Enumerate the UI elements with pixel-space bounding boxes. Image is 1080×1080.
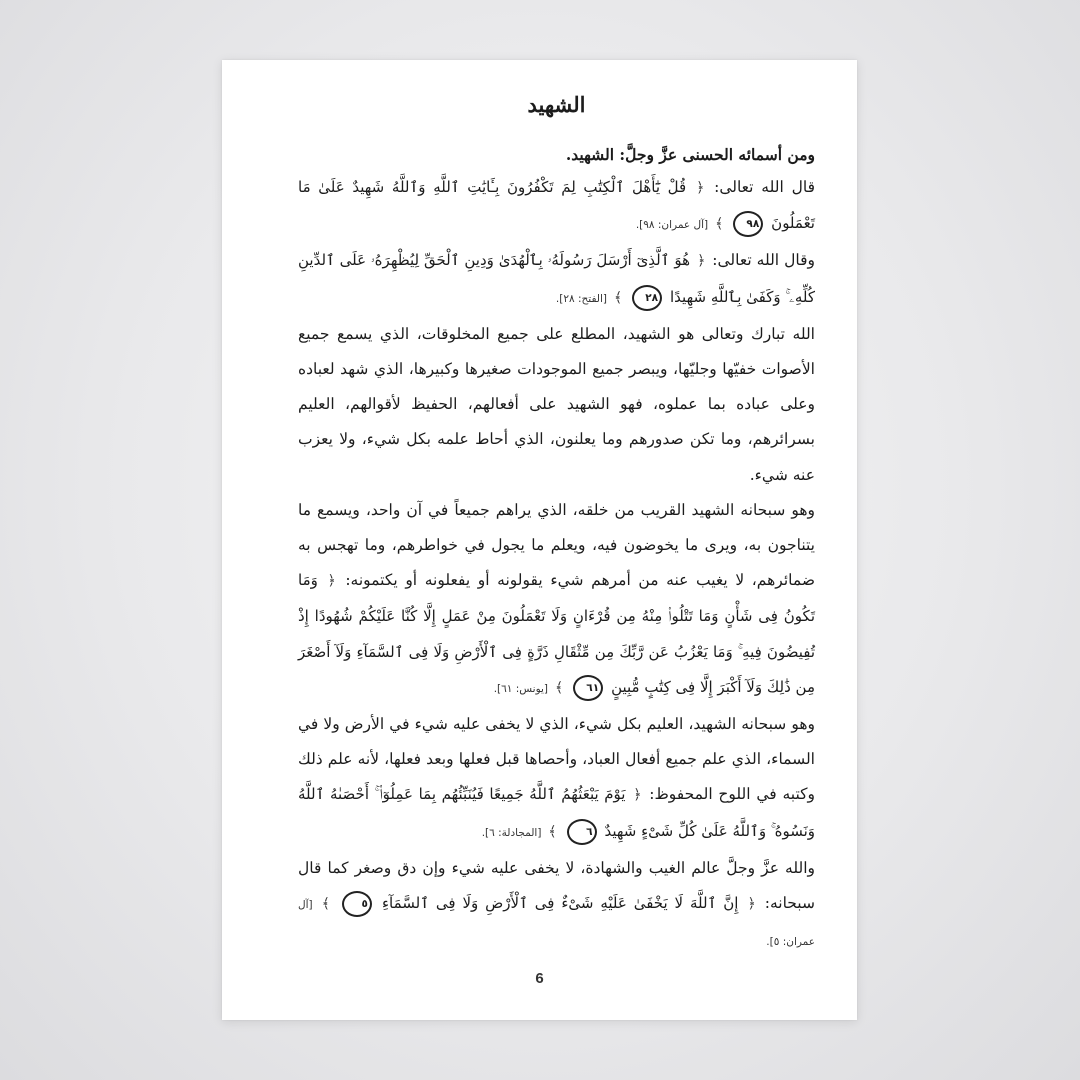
ayah-number-marker: ٦١ <box>573 675 603 701</box>
ornate-bracket-close-icon: ﴾ <box>554 679 564 696</box>
paragraph-2-reference: [يونس: ٦١]. <box>493 682 549 695</box>
ornate-bracket-open-icon: ﴿ <box>327 573 336 590</box>
quote-2-reference: [الفتح: ٢٨]. <box>555 292 607 305</box>
ornate-bracket-open-icon: ﴿ <box>697 253 706 270</box>
paragraph-2-text: وهو سبحانه الشهيد القريب من خلقه، الذي يراهم جميعاً في آن واحد، ويسمع ما يتناجون به، ويرى ما يخوضون فيه، ويعلم ما يجول في خواطرهم، وما تهجس به ضمائرهم، لا يغيب عنه من أمرهم شيء يقولونه أو يفعلونه أو يكتمونه: <box>298 500 815 590</box>
quote-2-verse: هُوَ ٱلَّذِىٓ أَرْسَلَ رَسُولَهُۥ بِٱلْهُدَىٰ وَدِينِ ٱلْحَقِّ لِيُظْهِرَهُۥ عَلَى ٱلدِّينِ كُلِّهِۦ ۚ وَكَفَىٰ بِٱللَّهِ شَهِيدًا <box>298 251 815 306</box>
quote-2-intro: وقال الله تعالى: <box>707 251 815 270</box>
quote-1-verse: قُلْ يَٰٓأَهْلَ ٱلْكِتَٰبِ لِمَ تَكْفُرُونَ بِـَٔايَٰتِ ٱللَّهِ وَٱللَّهُ شَهِيدٌ عَلَىٰ مَا تَعْمَلُونَ <box>298 178 815 233</box>
ornate-bracket-close-icon: ﴾ <box>548 823 557 840</box>
ornate-bracket-close-icon: ﴾ <box>321 896 330 913</box>
lead-sentence: ومن أسمائه الحسنى عزَّ وجلَّ: الشهيد. <box>565 145 815 164</box>
ayah-number-marker: ٩٨ <box>733 211 763 237</box>
ornate-bracket-open-icon: ﴿ <box>747 896 756 913</box>
ornate-bracket-close-icon: ﴾ <box>613 289 623 306</box>
paragraph-4 <box>298 851 815 961</box>
ornate-bracket-open-icon: ﴿ <box>633 787 642 804</box>
paragraph-3-reference: [المجادلة: ٦]. <box>481 826 542 839</box>
ayah-number-marker: ٥ <box>342 891 372 917</box>
ornate-bracket-close-icon: ﴾ <box>715 216 724 233</box>
page-number: 6 <box>535 970 544 987</box>
page-title: الشهيد <box>527 92 586 117</box>
ornate-bracket-open-icon: ﴿ <box>696 180 705 196</box>
ayah-number-marker: ٦ <box>567 819 597 845</box>
quote-1 <box>298 170 815 243</box>
quote-2 <box>298 243 815 316</box>
book-page <box>222 60 857 1020</box>
paragraph-4-text: والله عزَّ وجلَّ عالم الغيب والشهادة، لا يخفى عليه شيء وإن دق وصغر كما قال سبحانه: <box>298 858 815 913</box>
paragraph-4-verse: إِنَّ ٱللَّهَ لَا يَخْفَىٰ عَلَيْهِ شَىْءٌ فِى ٱلْأَرْضِ وَلَا فِى ٱلسَّمَآءِ <box>382 894 739 913</box>
paragraph-4-reference: [آل عمران: ٥]. <box>298 899 815 949</box>
paragraph-2-verse: وَمَا تَكُونُ فِى شَأْنٍ وَمَا تَتْلُوا۟ مِنْهُ مِن قُرْءَانٍ وَلَا تَعْمَلُونَ مِنْ عَمَلٍ إِلَّا كُنَّا عَلَيْكُمْ شُهُودًا إِذْ تُفِيضُونَ فِيهِ ۚ وَمَا يَعْزُبُ عَن رَّبِّكَ مِن مِّثْقَالِ ذَرَّةٍ فِى ٱلْأَرْضِ وَلَا فِى ٱلسَّمَآءِ وَلَآ أَصْغَرَ مِن ذَٰلِكَ وَلَآ أَكْبَرَ إِلَّا فِى كِتَٰبٍ مُّبِينٍ <box>298 571 815 696</box>
ayah-number-marker: ٢٨ <box>632 285 662 311</box>
paragraph-3-verse: يَوْمَ يَبْعَثُهُمُ ٱللَّهُ جَمِيعًا فَيُنَبِّئُهُم بِمَا عَمِلُوٓا۟ ۚ أَحْصَىٰهُ ٱللَّهُ وَنَسُوهُ ۚ وَٱللَّهُ عَلَىٰ كُلِّ شَىْءٍ شَهِيدٌ <box>298 785 815 840</box>
paragraph-3-text: وهو سبحانه الشهيد، العليم بكل شيء، الذي لا يخفى عليه شيء في الأرض ولا في السماء، الذي علم جميع أفعال العباد، وأحصاها قبل فعلها وبعد فعلها، لأنه علم ذلك وكتبه في اللوح المحفوظ: <box>298 715 815 804</box>
paragraph-3 <box>298 707 815 851</box>
quote-1-reference: [آل عمران: ٩٨]. <box>635 219 709 232</box>
paragraph-1: الله تبارك وتعالى هو الشهيد، المطلع على جميع المخلوقات، الذي يسمع جميع الأصوات خفيّها وجليّها، ويبصر جميع الموجودات صغيرها وكبيرها، الذي شهد لعباده وعلى عباده بما عملوه، فهو الشهيد على أفعالهم، الحفيظ لأقوالهم، العليم بسرائرهم، وما تكن صدورهم وما يعلنون، الذي أحاط علمه بكل شيء، ولا يعزب عنه شيء. <box>298 324 815 484</box>
quote-1-intro: قال الله تعالى: <box>706 178 815 196</box>
paragraph-2 <box>298 493 815 707</box>
